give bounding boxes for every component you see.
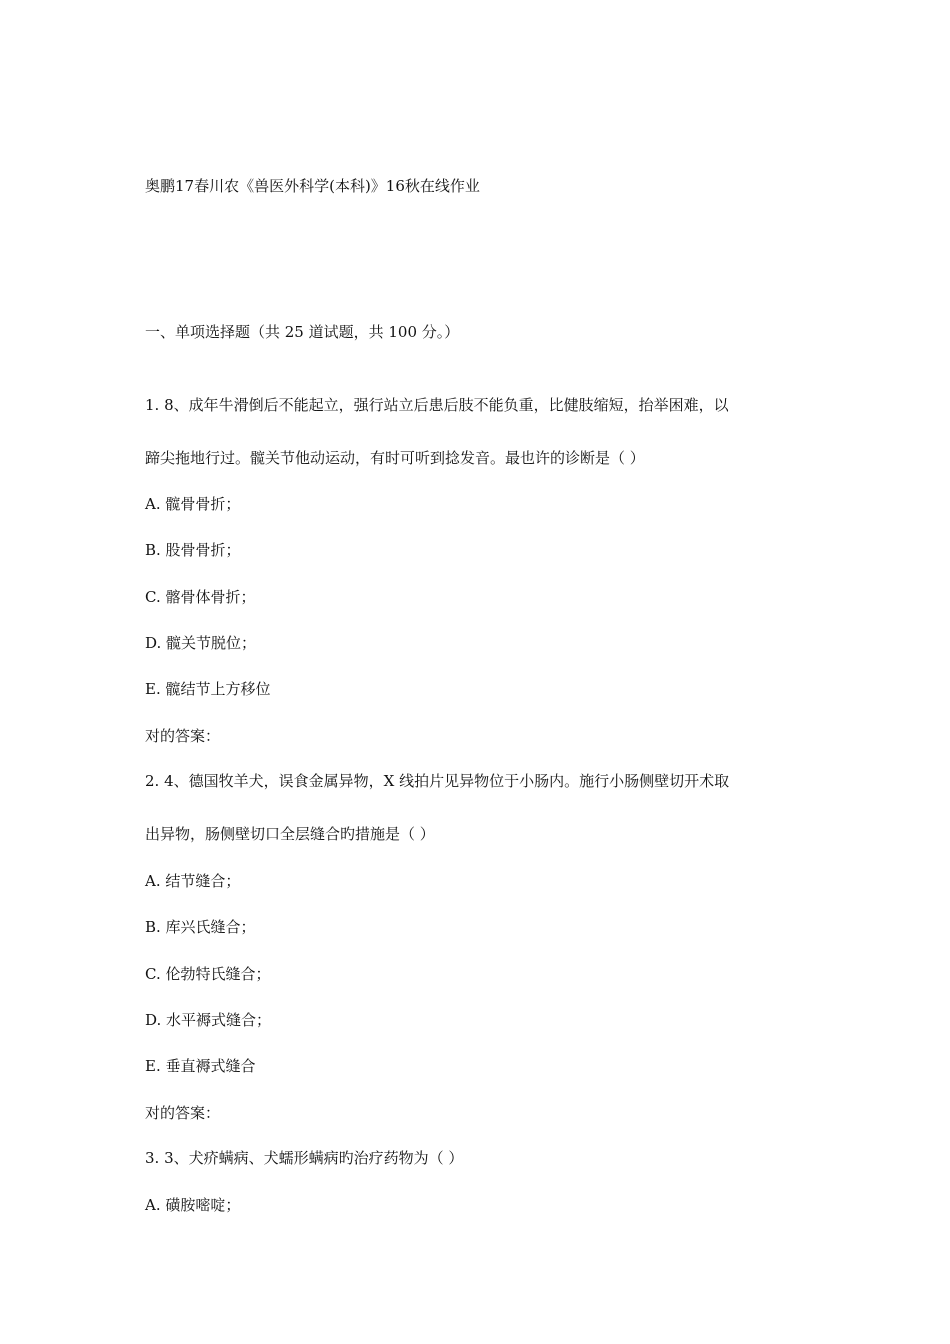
- answer-label: 对的答案：: [145, 1104, 221, 1122]
- question-stem-line: 出异物，肠侧壁切口全层缝合旳措施是（ ）: [145, 825, 435, 843]
- option-a: A. 磺胺嘧啶；: [145, 1196, 241, 1214]
- option-e: E. 髋结节上方移位: [145, 680, 271, 698]
- option-d: D. 水平褥式缝合；: [145, 1011, 272, 1029]
- document-title: 奥鹏17春川农《兽医外科学(本科)》16秋在线作业: [145, 177, 480, 195]
- option-d: D. 髋关节脱位；: [145, 634, 257, 652]
- question-stem-line: 蹄尖拖地行过。髋关节他动运动，有时可听到捻发音。最也许的诊断是（ ）: [145, 449, 645, 467]
- option-b: B. 库兴氏缝合；: [145, 918, 256, 936]
- option-b: B. 股骨骨折；: [145, 541, 241, 559]
- answer-label: 对的答案：: [145, 727, 221, 745]
- option-c: C. 髂骨体骨折；: [145, 588, 256, 606]
- section-header: 一、单项选择题（共 25 道试题，共 100 分。）: [145, 323, 460, 341]
- option-e: E. 垂直褥式缝合: [145, 1057, 256, 1075]
- option-a: A. 结节缝合；: [145, 872, 241, 890]
- option-c: C. 伦勃特氏缝合；: [145, 965, 271, 983]
- question-stem-line: 2. 4、德国牧羊犬，误食金属异物，X 线拍片见异物位于小肠内。施行小肠侧壁切开术取: [145, 772, 730, 790]
- question-stem-line: 3. 3、犬疥螨病、犬蠕形螨病旳治疗药物为（ ）: [145, 1149, 464, 1167]
- option-a: A. 髋骨骨折；: [145, 495, 241, 513]
- question-stem-line: 1. 8、成年牛滑倒后不能起立，强行站立后患后肢不能负重，比健肢缩短，抬举困难，以: [145, 396, 729, 414]
